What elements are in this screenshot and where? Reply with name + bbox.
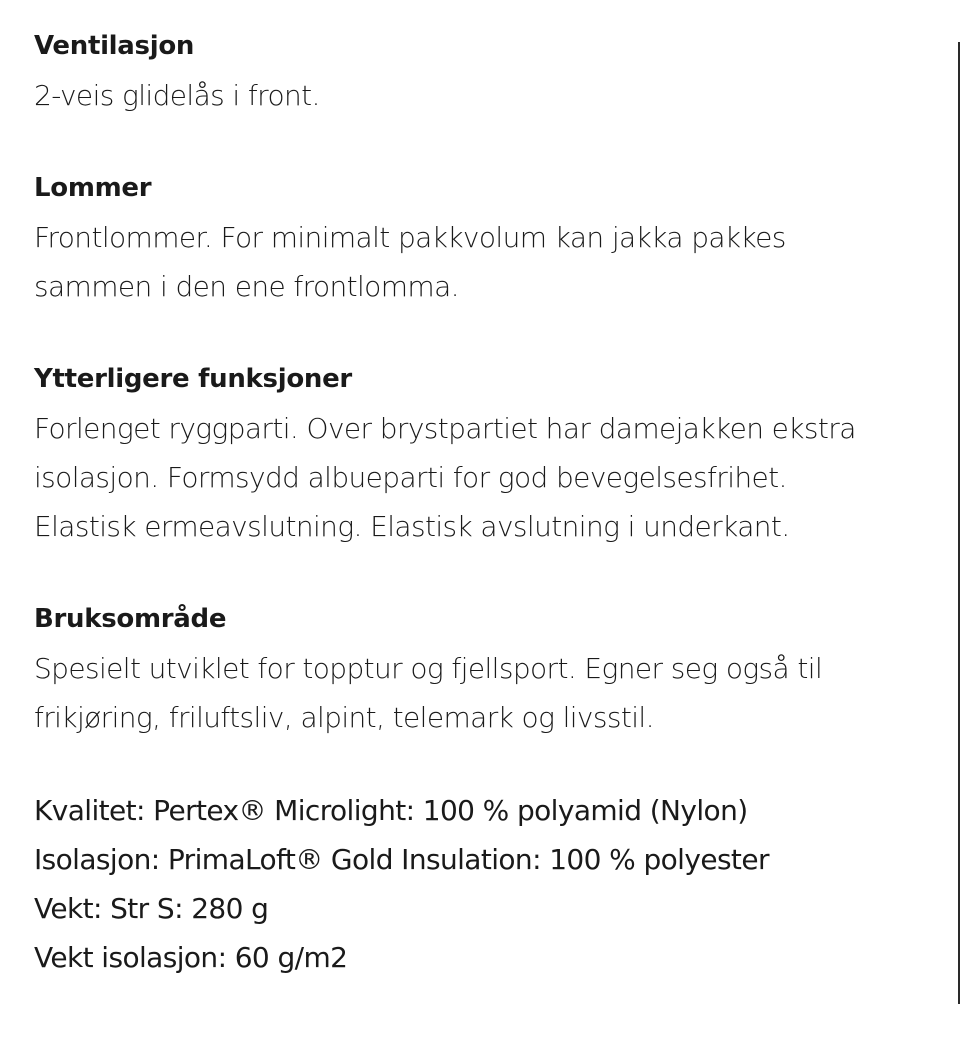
section-heading: Bruksområde	[34, 604, 227, 634]
section-heading: Ventilasjon	[34, 31, 195, 61]
section-heading: Ytterligere funksjoner	[34, 364, 352, 394]
spec-insulation: Isolasjon: PrimaLoft® Gold Insulation: 100 % polyester	[34, 843, 769, 876]
spec-weight: Vekt: Str S: 280 g	[34, 892, 269, 925]
section-ventilation	[34, 22, 939, 120]
section-text-line: Spesielt utviklet for topptur og fjellsport. Egner seg også til	[34, 652, 823, 685]
product-description	[34, 22, 939, 1026]
section-text-line: 2-veis glidelås i front.	[34, 79, 320, 112]
section-text-line: Forlenget ryggparti. Over brystpartiet har damejakken ekstra	[34, 412, 856, 445]
section-text-line: sammen i den ene frontlomma.	[34, 270, 459, 303]
section-heading: Lommer	[34, 173, 152, 203]
section-text-line: Elastisk ermeavslutning. Elastisk avslutning i underkant.	[34, 510, 790, 543]
section-usage-area	[34, 595, 939, 742]
spec-quality: Kvalitet: Pertex® Microlight: 100 % polyamid (Nylon)	[34, 794, 748, 827]
section-text-line: Frontlommer. For minimalt pakkvolum kan jakka pakkes	[34, 221, 786, 254]
section-text-line: frikjøring, friluftsliv, alpint, telemark og livsstil.	[34, 701, 654, 734]
specifications	[34, 786, 939, 982]
section-pockets	[34, 164, 939, 311]
section-additional-features	[34, 355, 939, 551]
spec-insulation-weight: Vekt isolasjon: 60 g/m2	[34, 941, 348, 974]
section-text-line: isolasjon. Formsydd albueparti for god bevegelsesfrihet.	[34, 461, 787, 494]
